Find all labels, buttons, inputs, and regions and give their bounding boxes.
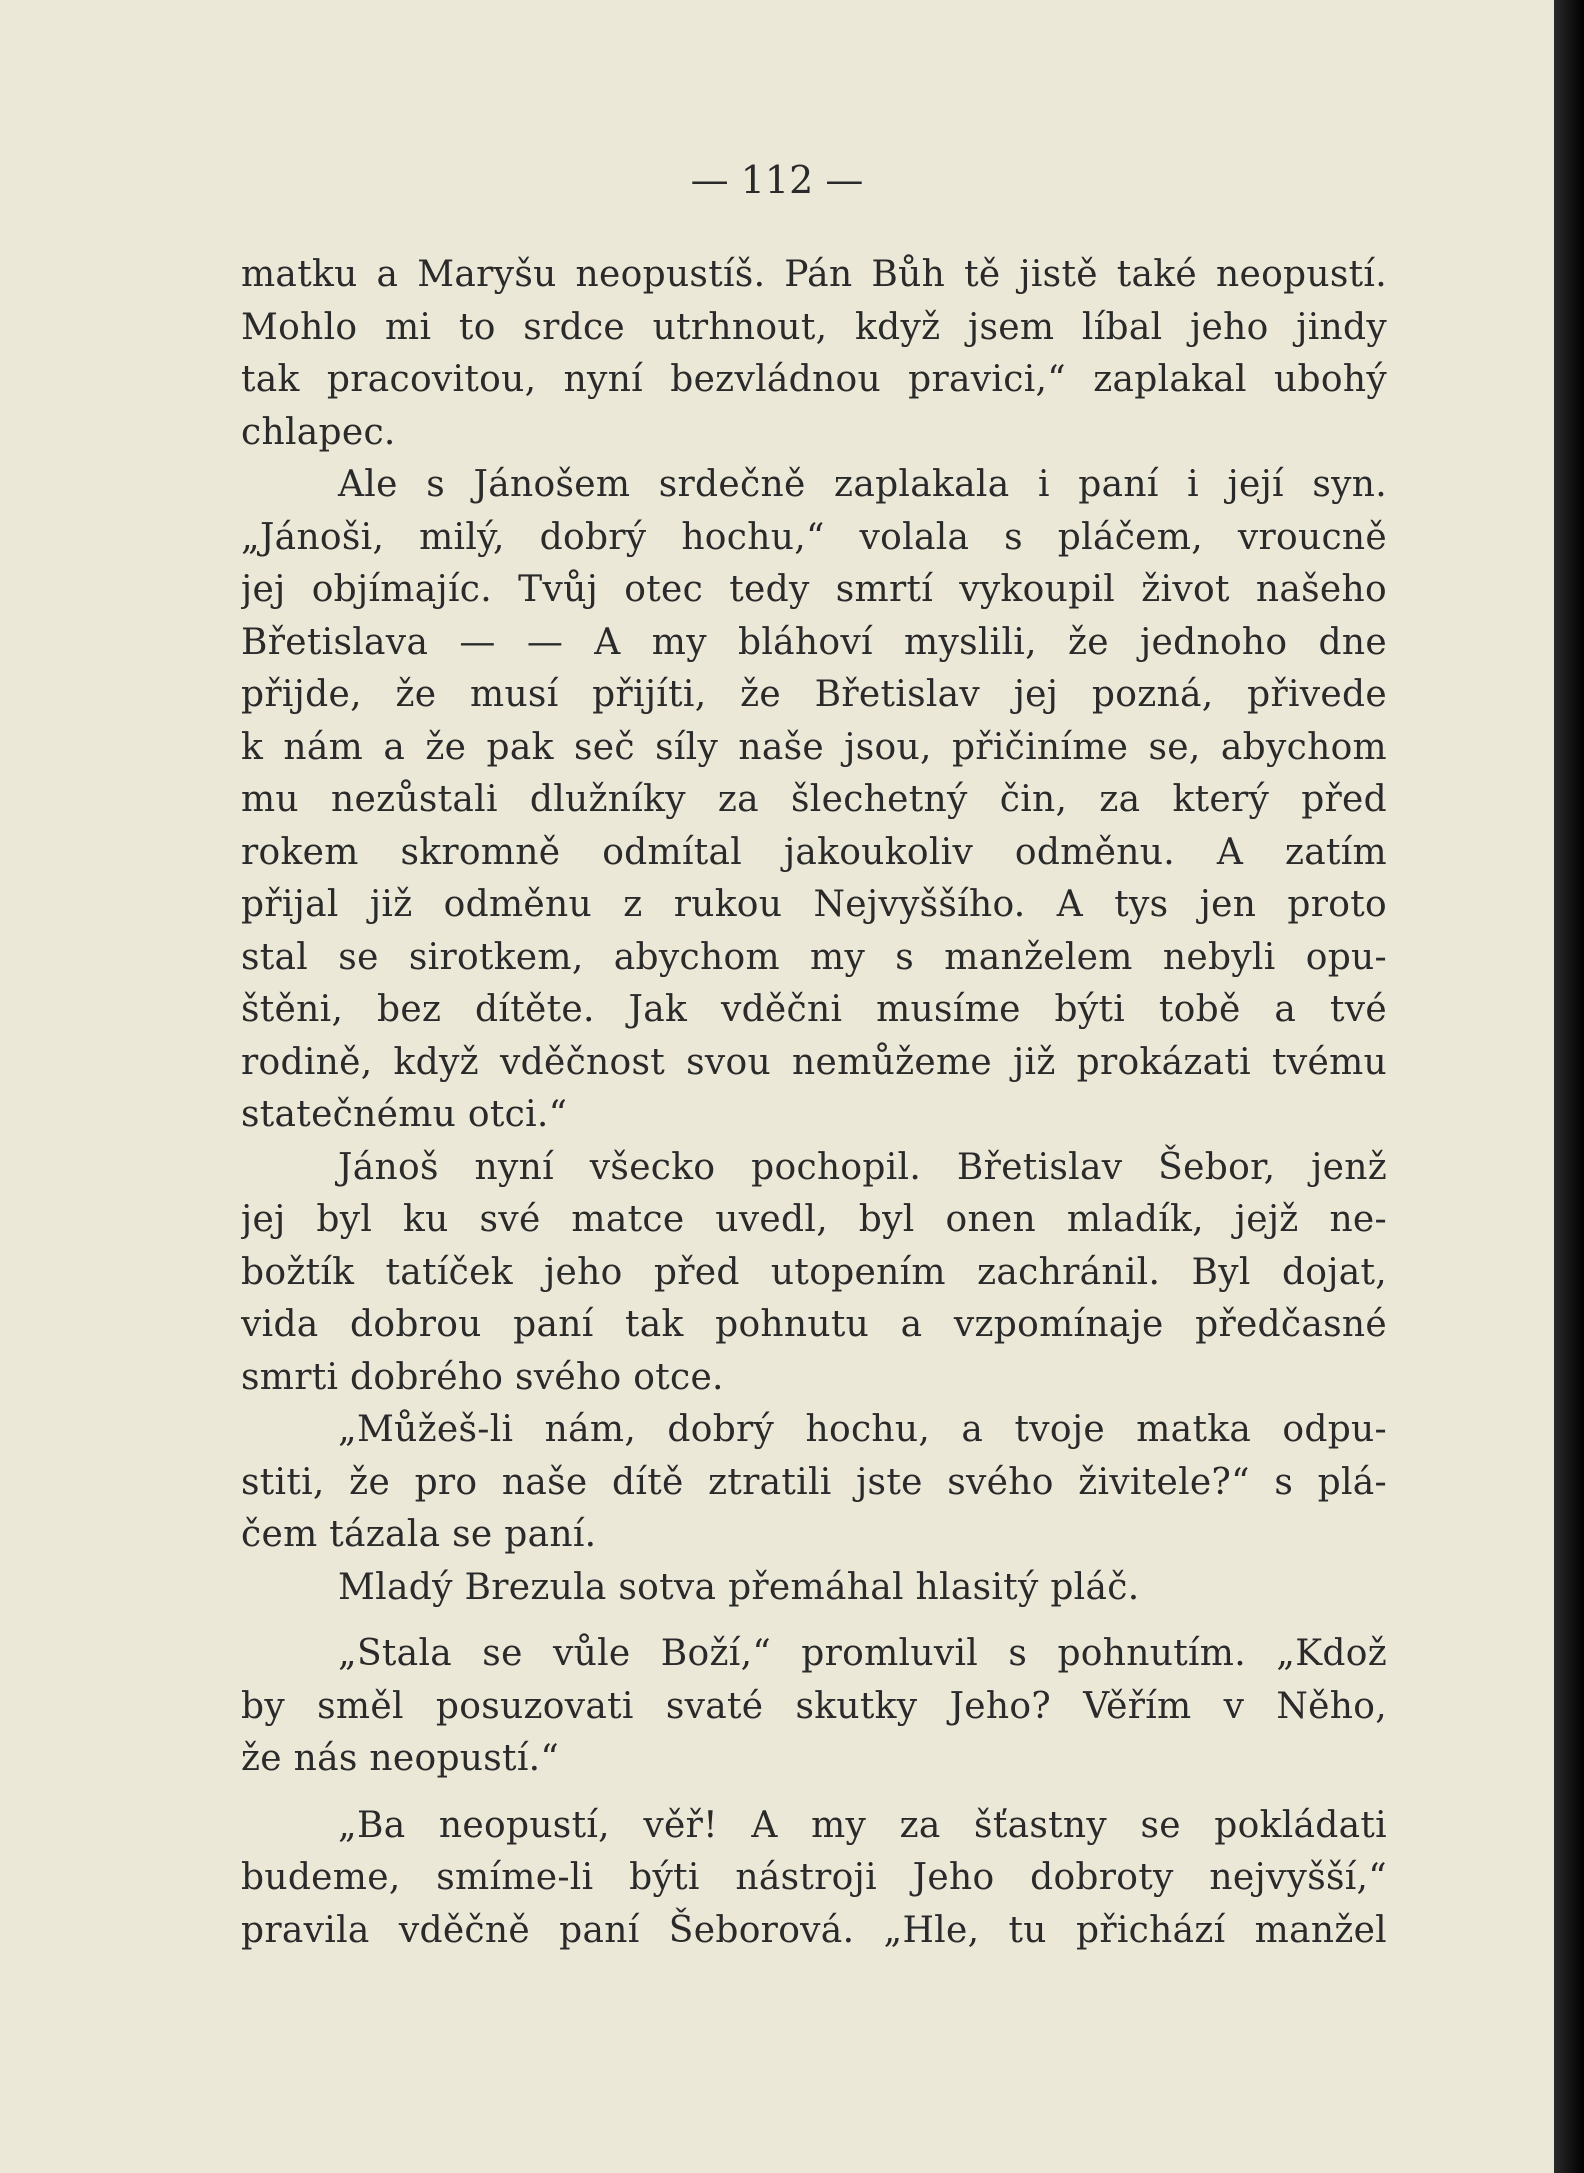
text-line: tak pracovitou, nyní bezvládnou pravici,“ zaplakal ubohý	[241, 359, 1387, 400]
text-line: Mohlo mi to srdce utrhnout, když jsem líbal jeho jindy	[241, 306, 1387, 348]
text-line: že nás neopustí.“	[241, 1738, 560, 1779]
text-line: „Jánoši, milý, dobrý hochu,“ volala s pláčem, vroucně	[241, 516, 1387, 558]
page-number: — 112 —	[690, 158, 864, 202]
text-line: božtík tatíček jeho před utopením zachránil. Byl dojat,	[241, 1251, 1387, 1293]
text-line: Ale s Jánošem srdečně zaplakala i paní i její syn.	[338, 464, 1387, 505]
body-text	[241, 249, 1387, 1957]
text-line: pravila vděčně paní Šeborová. „Hle, tu přichází manžel	[241, 1909, 1387, 1951]
text-line: jej objímajíc. Tvůj otec tedy smrtí vykoupil život našeho	[241, 569, 1387, 610]
scan-edge	[1554, 0, 1584, 2173]
text-line: Mladý Brezula sotva přemáhal hlasitý pláč.	[338, 1566, 1140, 1608]
text-line: stal se sirotkem, abychom my s manželem nebyli opu-	[241, 936, 1387, 978]
text-line: čem tázala se paní.	[241, 1514, 597, 1555]
text-line: rodině, když vděčnost svou nemůžeme již prokázati tvému	[241, 1041, 1387, 1083]
text-line: budeme, smíme-li býti nástroji Jeho dobroty nejvyšší,“	[241, 1857, 1387, 1898]
text-line: štěni, bez dítěte. Jak vděčni musíme býti tobě a tvé	[241, 989, 1387, 1030]
text-line: stiti, že pro naše dítě ztratili jste svého živitele?“ s plá-	[241, 1461, 1387, 1503]
text-line: přijal již odměnu z rukou Nejvyššího. A tys jen proto	[241, 884, 1387, 925]
text-line: matku a Maryšu neopustíš. Pán Bůh tě jistě také neopustí.	[241, 254, 1387, 295]
text-line: „Stala se vůle Boží,“ promluvil s pohnutím. „Kdož	[338, 1633, 1387, 1674]
text-line: Jánoš nyní všecko pochopil. Břetislav Šebor, jenž	[338, 1146, 1387, 1188]
text-line: smrti dobrého svého otce.	[241, 1356, 724, 1398]
text-line: statečnému otci.“	[241, 1094, 568, 1135]
text-line: by směl posuzovati svaté skutky Jeho? Věřím v Něho,	[241, 1685, 1387, 1727]
text-line: mu nezůstali dlužníky za šlechetný čin, za který před	[241, 779, 1387, 820]
text-line: „Ba neopustí, věř! A my za šťastny se pokládati	[338, 1804, 1387, 1846]
text-line: vida dobrou paní tak pohnutu a vzpomínaje předčasné	[241, 1304, 1387, 1345]
text-line: k nám a že pak seč síly naše jsou, přičiníme se, abychom	[241, 726, 1387, 768]
text-line: chlapec.	[241, 411, 396, 453]
text-line: jej byl ku své matce uvedl, byl onen mladík, jejž ne-	[241, 1199, 1387, 1240]
text-line: Břetislava — — A my bláhoví myslili, že jednoho dne	[241, 621, 1387, 663]
text-line: přijde, že musí přijíti, že Břetislav jej pozná, přivede	[241, 674, 1387, 715]
text-line: „Můžeš-li nám, dobrý hochu, a tvoje matka odpu-	[338, 1409, 1387, 1450]
text-line: rokem skromně odmítal jakoukoliv odměnu. A zatím	[241, 831, 1387, 873]
